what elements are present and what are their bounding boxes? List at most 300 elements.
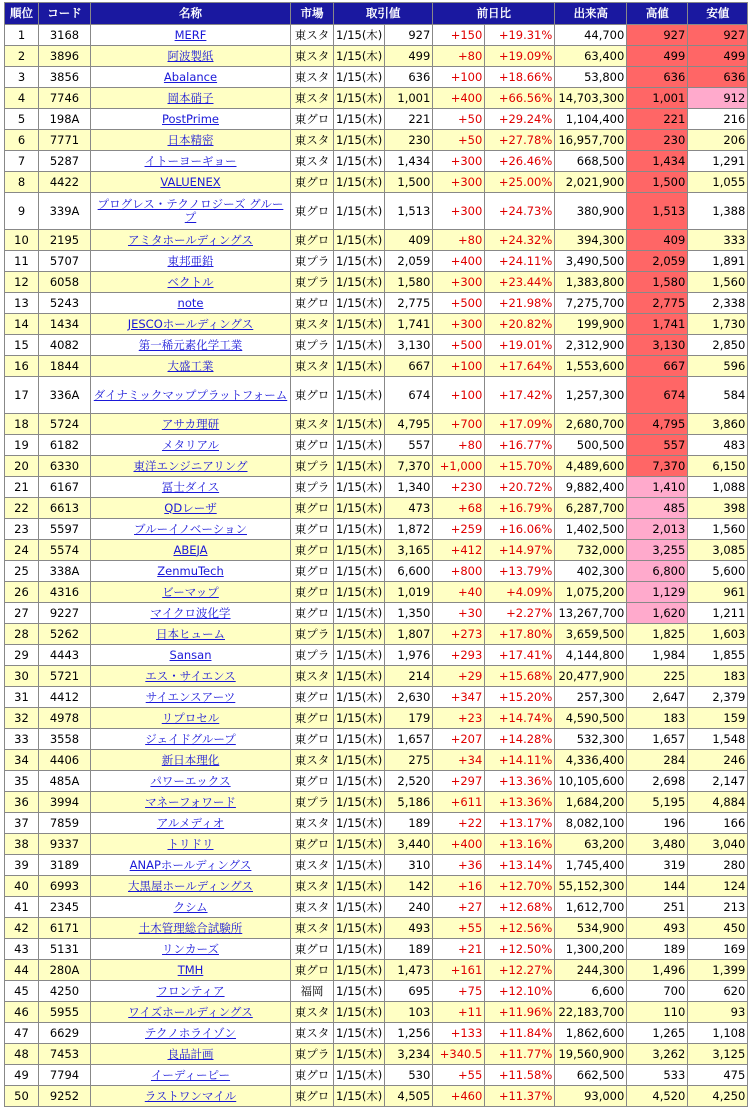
- high-cell: 3,130: [627, 335, 688, 356]
- table-row: [5, 293, 748, 314]
- name-cell: [91, 1023, 291, 1044]
- price-cell: 636: [385, 67, 433, 88]
- stock-name-link[interactable]: エス・サイエンス: [145, 668, 236, 683]
- rank-cell: 33: [5, 729, 39, 750]
- price-cell: 557: [385, 435, 433, 456]
- header-trade-price: 取引値: [334, 3, 433, 25]
- price-cell: 530: [385, 1065, 433, 1086]
- change-cell: +207: [433, 729, 485, 750]
- date-cell: 1/15(木): [334, 729, 385, 750]
- price-cell: 1,001: [385, 88, 433, 109]
- date-cell: 1/15(木): [334, 335, 385, 356]
- market-cell: 東スタ: [291, 666, 334, 687]
- rank-cell: 42: [5, 918, 39, 939]
- market-cell: 東プラ: [291, 645, 334, 666]
- table-row: [5, 876, 748, 897]
- code-cell: 4250: [39, 981, 91, 1002]
- change-cell: +400: [433, 88, 485, 109]
- stock-name-link[interactable]: フロンティア: [156, 983, 225, 998]
- name-cell: [91, 1002, 291, 1023]
- rank-cell: 11: [5, 251, 39, 272]
- change-cell: +700: [433, 414, 485, 435]
- high-cell: 667: [627, 356, 688, 377]
- change-cell: +27: [433, 897, 485, 918]
- ranking-table: [4, 2, 748, 1107]
- stock-name-link[interactable]: トリドリ: [167, 836, 214, 851]
- name-cell: [91, 750, 291, 771]
- volume-cell: 199,900: [555, 314, 627, 335]
- name-cell: [91, 771, 291, 792]
- change-percent-cell: +19.09%: [485, 46, 555, 67]
- price-cell: 2,059: [385, 251, 433, 272]
- change-cell: +300: [433, 272, 485, 293]
- table-row: [5, 1044, 748, 1065]
- stock-name-link[interactable]: リンカーズ: [162, 941, 219, 956]
- stock-name-link[interactable]: 大黒屋ホールディングス: [127, 878, 253, 893]
- stock-name-link[interactable]: アルメディオ: [156, 815, 225, 830]
- volume-cell: 1,104,400: [555, 109, 627, 130]
- low-cell: 1,388: [688, 193, 748, 230]
- volume-cell: 1,612,700: [555, 897, 627, 918]
- high-cell: 251: [627, 897, 688, 918]
- change-cell: +75: [433, 981, 485, 1002]
- table-row: [5, 519, 748, 540]
- code-cell: 336A: [39, 377, 91, 414]
- stock-name-link[interactable]: Abalance: [163, 69, 218, 84]
- low-cell: 1,108: [688, 1023, 748, 1044]
- name-cell: [91, 251, 291, 272]
- price-cell: 142: [385, 876, 433, 897]
- code-cell: 5287: [39, 151, 91, 172]
- market-cell: 東グロ: [291, 603, 334, 624]
- date-cell: 1/15(木): [334, 172, 385, 193]
- ranking-table-wrapper: [4, 2, 748, 1107]
- high-cell: 221: [627, 109, 688, 130]
- low-cell: 483: [688, 435, 748, 456]
- stock-name-link[interactable]: ベクトル: [167, 274, 214, 289]
- volume-cell: 63,400: [555, 46, 627, 67]
- stock-name-link[interactable]: リプロセル: [161, 710, 220, 725]
- change-cell: +611: [433, 792, 485, 813]
- price-cell: 1,741: [385, 314, 433, 335]
- stock-name-link[interactable]: Sansan: [169, 647, 212, 662]
- volume-cell: 4,336,400: [555, 750, 627, 771]
- market-cell: 東グロ: [291, 582, 334, 603]
- change-cell: +800: [433, 561, 485, 582]
- low-cell: 3,860: [688, 414, 748, 435]
- code-cell: 9252: [39, 1086, 91, 1107]
- rank-cell: 6: [5, 130, 39, 151]
- low-cell: 475: [688, 1065, 748, 1086]
- high-cell: 493: [627, 918, 688, 939]
- table-row: [5, 855, 748, 876]
- change-percent-cell: +20.72%: [485, 477, 555, 498]
- header-code: コード: [39, 3, 91, 25]
- table-row: [5, 1086, 748, 1107]
- market-cell: 東スタ: [291, 918, 334, 939]
- rank-cell: 7: [5, 151, 39, 172]
- market-cell: 東スタ: [291, 67, 334, 88]
- date-cell: 1/15(木): [334, 88, 385, 109]
- name-cell: [91, 356, 291, 377]
- market-cell: 東スタ: [291, 855, 334, 876]
- market-cell: 東スタ: [291, 1023, 334, 1044]
- name-cell: [91, 897, 291, 918]
- volume-cell: 8,082,100: [555, 813, 627, 834]
- code-cell: 5243: [39, 293, 91, 314]
- low-cell: 3,085: [688, 540, 748, 561]
- name-cell: [91, 1065, 291, 1086]
- table-row: [5, 918, 748, 939]
- table-row: [5, 834, 748, 855]
- stock-name-link[interactable]: ダイナミックマッププラットフォーム: [93, 387, 288, 402]
- change-percent-cell: +11.84%: [485, 1023, 555, 1044]
- price-cell: 4,505: [385, 1086, 433, 1107]
- date-cell: 1/15(木): [334, 939, 385, 960]
- change-cell: +340.5: [433, 1044, 485, 1065]
- date-cell: 1/15(木): [334, 855, 385, 876]
- change-percent-cell: +16.79%: [485, 498, 555, 519]
- change-percent-cell: +11.96%: [485, 1002, 555, 1023]
- volume-cell: 6,287,700: [555, 498, 627, 519]
- stock-name-link[interactable]: サイエンスアーツ: [145, 689, 236, 704]
- table-row: [5, 46, 748, 67]
- code-cell: 3558: [39, 729, 91, 750]
- stock-name-link[interactable]: TMH: [177, 962, 204, 977]
- code-cell: 5262: [39, 624, 91, 645]
- stock-name-link[interactable]: QDレーザ: [164, 500, 217, 515]
- change-cell: +300: [433, 151, 485, 172]
- table-row: [5, 981, 748, 1002]
- volume-cell: 2,680,700: [555, 414, 627, 435]
- volume-cell: 22,183,700: [555, 1002, 627, 1023]
- low-cell: 1,560: [688, 519, 748, 540]
- name-cell: [91, 67, 291, 88]
- stock-name-link[interactable]: 東洋エンジニアリング: [133, 458, 248, 473]
- low-cell: 1,891: [688, 251, 748, 272]
- change-cell: +300: [433, 314, 485, 335]
- rank-cell: 3: [5, 67, 39, 88]
- table-header: [5, 3, 748, 25]
- code-cell: 3994: [39, 792, 91, 813]
- change-cell: +100: [433, 67, 485, 88]
- volume-cell: 4,489,600: [555, 456, 627, 477]
- high-cell: 2,775: [627, 293, 688, 314]
- code-cell: 4422: [39, 172, 91, 193]
- change-percent-cell: +2.27%: [485, 603, 555, 624]
- market-cell: 東スタ: [291, 88, 334, 109]
- table-row: [5, 561, 748, 582]
- price-cell: 189: [385, 939, 433, 960]
- change-percent-cell: +11.58%: [485, 1065, 555, 1086]
- rank-cell: 28: [5, 624, 39, 645]
- date-cell: 1/15(木): [334, 834, 385, 855]
- stock-name-link[interactable]: マイクロ波化学: [150, 605, 231, 620]
- change-cell: +500: [433, 335, 485, 356]
- low-cell: 1,730: [688, 314, 748, 335]
- price-cell: 3,130: [385, 335, 433, 356]
- change-cell: +23: [433, 708, 485, 729]
- name-cell: [91, 729, 291, 750]
- change-percent-cell: +29.24%: [485, 109, 555, 130]
- high-cell: 1,265: [627, 1023, 688, 1044]
- stock-name-link[interactable]: アミタホールディングス: [127, 232, 253, 247]
- date-cell: 1/15(木): [334, 1023, 385, 1044]
- price-cell: 4,795: [385, 414, 433, 435]
- low-cell: 620: [688, 981, 748, 1002]
- volume-cell: 4,144,800: [555, 645, 627, 666]
- change-percent-cell: +15.20%: [485, 687, 555, 708]
- table-row: [5, 666, 748, 687]
- low-cell: 3,040: [688, 834, 748, 855]
- low-cell: 499: [688, 46, 748, 67]
- stock-name-link[interactable]: 土木管理総合試験所: [138, 920, 243, 935]
- table-row: [5, 687, 748, 708]
- low-cell: 1,088: [688, 477, 748, 498]
- code-cell: 5707: [39, 251, 91, 272]
- rank-cell: 22: [5, 498, 39, 519]
- low-cell: 1,211: [688, 603, 748, 624]
- table-row: [5, 540, 748, 561]
- change-percent-cell: +19.01%: [485, 335, 555, 356]
- stock-name-link[interactable]: マネーフォワード: [145, 794, 236, 809]
- stock-name-link[interactable]: イーディーピー: [150, 1067, 231, 1082]
- change-cell: +36: [433, 855, 485, 876]
- change-cell: +133: [433, 1023, 485, 1044]
- high-cell: 3,480: [627, 834, 688, 855]
- price-cell: 1,807: [385, 624, 433, 645]
- table-row: [5, 498, 748, 519]
- stock-name-link[interactable]: ラストワンマイル: [144, 1088, 237, 1103]
- high-cell: 1,496: [627, 960, 688, 981]
- high-cell: 1,129: [627, 582, 688, 603]
- table-row: [5, 1065, 748, 1086]
- market-cell: 東スタ: [291, 876, 334, 897]
- date-cell: 1/15(木): [334, 109, 385, 130]
- volume-cell: 1,745,400: [555, 855, 627, 876]
- low-cell: 246: [688, 750, 748, 771]
- stock-name-link[interactable]: メタリアル: [161, 437, 220, 452]
- change-percent-cell: +4.09%: [485, 582, 555, 603]
- table-row: [5, 708, 748, 729]
- volume-cell: 668,500: [555, 151, 627, 172]
- stock-name-link[interactable]: パワーエックス: [150, 773, 231, 788]
- price-cell: 2,630: [385, 687, 433, 708]
- high-cell: 1,741: [627, 314, 688, 335]
- date-cell: 1/15(木): [334, 251, 385, 272]
- stock-name-link[interactable]: ANAPホールディングス: [129, 857, 252, 872]
- date-cell: 1/15(木): [334, 272, 385, 293]
- stock-name-link[interactable]: 阿波製紙: [167, 48, 214, 63]
- code-cell: 4412: [39, 687, 91, 708]
- price-cell: 674: [385, 377, 433, 414]
- price-cell: 240: [385, 897, 433, 918]
- rank-cell: 38: [5, 834, 39, 855]
- change-cell: +347: [433, 687, 485, 708]
- volume-cell: 1,075,200: [555, 582, 627, 603]
- low-cell: 5,600: [688, 561, 748, 582]
- rank-cell: 20: [5, 456, 39, 477]
- stock-name-link[interactable]: ABEJA: [173, 542, 208, 557]
- stock-name-link[interactable]: 岡本硝子: [167, 90, 214, 105]
- stock-name-link[interactable]: note: [177, 295, 204, 310]
- date-cell: 1/15(木): [334, 519, 385, 540]
- code-cell: 6167: [39, 477, 91, 498]
- high-cell: 5,195: [627, 792, 688, 813]
- high-cell: 1,657: [627, 729, 688, 750]
- rank-cell: 14: [5, 314, 39, 335]
- code-cell: 485A: [39, 771, 91, 792]
- high-cell: 533: [627, 1065, 688, 1086]
- change-percent-cell: +17.64%: [485, 356, 555, 377]
- change-cell: +80: [433, 435, 485, 456]
- change-cell: +80: [433, 46, 485, 67]
- high-cell: 110: [627, 1002, 688, 1023]
- stock-name-link[interactable]: ZenmuTech: [157, 563, 224, 578]
- low-cell: 169: [688, 939, 748, 960]
- stock-name-link[interactable]: 新日本理化: [161, 752, 220, 767]
- market-cell: 東グロ: [291, 960, 334, 981]
- name-cell: [91, 272, 291, 293]
- name-cell: [91, 456, 291, 477]
- change-percent-cell: +17.41%: [485, 645, 555, 666]
- stock-name-link[interactable]: 日本ヒューム: [156, 626, 225, 641]
- stock-name-link[interactable]: アサカ理研: [161, 416, 220, 431]
- code-cell: 7771: [39, 130, 91, 151]
- date-cell: 1/15(木): [334, 477, 385, 498]
- stock-name-link[interactable]: 良品計画: [167, 1046, 214, 1061]
- name-cell: [91, 109, 291, 130]
- name-cell: [91, 293, 291, 314]
- change-percent-cell: +66.56%: [485, 88, 555, 109]
- name-cell: [91, 1044, 291, 1065]
- stock-name-link[interactable]: 東邦亜鉛: [167, 253, 214, 268]
- name-cell: [91, 172, 291, 193]
- date-cell: 1/15(木): [334, 435, 385, 456]
- date-cell: 1/15(木): [334, 1086, 385, 1107]
- name-cell: [91, 792, 291, 813]
- stock-name-link[interactable]: 大盛工業: [167, 358, 214, 373]
- price-cell: 1,434: [385, 151, 433, 172]
- market-cell: 東グロ: [291, 193, 334, 230]
- market-cell: 東スタ: [291, 414, 334, 435]
- change-cell: +55: [433, 1065, 485, 1086]
- change-percent-cell: +11.77%: [485, 1044, 555, 1065]
- name-cell: [91, 813, 291, 834]
- stock-name-link[interactable]: JESCOホールディングス: [127, 316, 254, 331]
- date-cell: 1/15(木): [334, 414, 385, 435]
- stock-name-link[interactable]: テクノホライゾン: [145, 1025, 236, 1040]
- rank-cell: 13: [5, 293, 39, 314]
- price-cell: 189: [385, 813, 433, 834]
- stock-name-link[interactable]: プログレス・テクノロジーズ グループ: [97, 197, 284, 224]
- change-cell: +100: [433, 356, 485, 377]
- change-percent-cell: +12.56%: [485, 918, 555, 939]
- change-cell: +161: [433, 960, 485, 981]
- stock-name-link[interactable]: 冨士ダイス: [161, 479, 220, 494]
- change-cell: +68: [433, 498, 485, 519]
- table-row: [5, 477, 748, 498]
- price-cell: 1,340: [385, 477, 433, 498]
- low-cell: 6,150: [688, 456, 748, 477]
- stock-name-link[interactable]: MERF: [174, 27, 207, 42]
- change-percent-cell: +14.97%: [485, 540, 555, 561]
- table-row: [5, 414, 748, 435]
- high-cell: 485: [627, 498, 688, 519]
- volume-cell: 394,300: [555, 230, 627, 251]
- price-cell: 179: [385, 708, 433, 729]
- low-cell: 3,125: [688, 1044, 748, 1065]
- low-cell: 2,379: [688, 687, 748, 708]
- code-cell: 3896: [39, 46, 91, 67]
- volume-cell: 53,800: [555, 67, 627, 88]
- volume-cell: 532,300: [555, 729, 627, 750]
- rank-cell: 1: [5, 25, 39, 46]
- change-cell: +412: [433, 540, 485, 561]
- market-cell: 東プラ: [291, 624, 334, 645]
- high-cell: 1,513: [627, 193, 688, 230]
- name-cell: [91, 477, 291, 498]
- stock-name-link[interactable]: イトーヨーギョー: [144, 153, 237, 168]
- change-percent-cell: +15.68%: [485, 666, 555, 687]
- low-cell: 636: [688, 67, 748, 88]
- stock-name-link[interactable]: VALUENEX: [160, 174, 221, 189]
- code-cell: 2195: [39, 230, 91, 251]
- code-cell: 5574: [39, 540, 91, 561]
- price-cell: 493: [385, 918, 433, 939]
- high-cell: 319: [627, 855, 688, 876]
- market-cell: 東スタ: [291, 130, 334, 151]
- low-cell: 280: [688, 855, 748, 876]
- price-cell: 3,440: [385, 834, 433, 855]
- table-row: [5, 88, 748, 109]
- table-row: [5, 771, 748, 792]
- date-cell: 1/15(木): [334, 314, 385, 335]
- market-cell: 東グロ: [291, 939, 334, 960]
- date-cell: 1/15(木): [334, 771, 385, 792]
- table-row: [5, 792, 748, 813]
- market-cell: 東グロ: [291, 687, 334, 708]
- change-cell: +400: [433, 834, 485, 855]
- stock-name-link[interactable]: ワイズホールディングス: [128, 1004, 253, 1019]
- rank-cell: 15: [5, 335, 39, 356]
- stock-name-link[interactable]: ジェイドグループ: [145, 731, 236, 746]
- table-row: [5, 67, 748, 88]
- change-cell: +300: [433, 172, 485, 193]
- volume-cell: 732,000: [555, 540, 627, 561]
- stock-name-link[interactable]: 日本精密: [167, 132, 214, 147]
- name-cell: [91, 435, 291, 456]
- stock-name-link[interactable]: 第一稀元素化学工業: [138, 337, 243, 352]
- rank-cell: 25: [5, 561, 39, 582]
- change-cell: +500: [433, 293, 485, 314]
- stock-name-link[interactable]: PostPrime: [162, 111, 219, 126]
- market-cell: 福岡: [291, 981, 334, 1002]
- change-cell: +30: [433, 603, 485, 624]
- code-cell: 339A: [39, 193, 91, 230]
- change-cell: +293: [433, 645, 485, 666]
- stock-name-link[interactable]: ブルーイノベーション: [134, 521, 247, 536]
- stock-name-link[interactable]: クシム: [173, 899, 208, 914]
- table-row: [5, 172, 748, 193]
- stock-name-link[interactable]: ビーマップ: [162, 584, 219, 599]
- high-cell: 2,059: [627, 251, 688, 272]
- change-cell: +40: [433, 582, 485, 603]
- table-row: [5, 624, 748, 645]
- market-cell: 東スタ: [291, 46, 334, 67]
- price-cell: 3,165: [385, 540, 433, 561]
- date-cell: 1/15(木): [334, 918, 385, 939]
